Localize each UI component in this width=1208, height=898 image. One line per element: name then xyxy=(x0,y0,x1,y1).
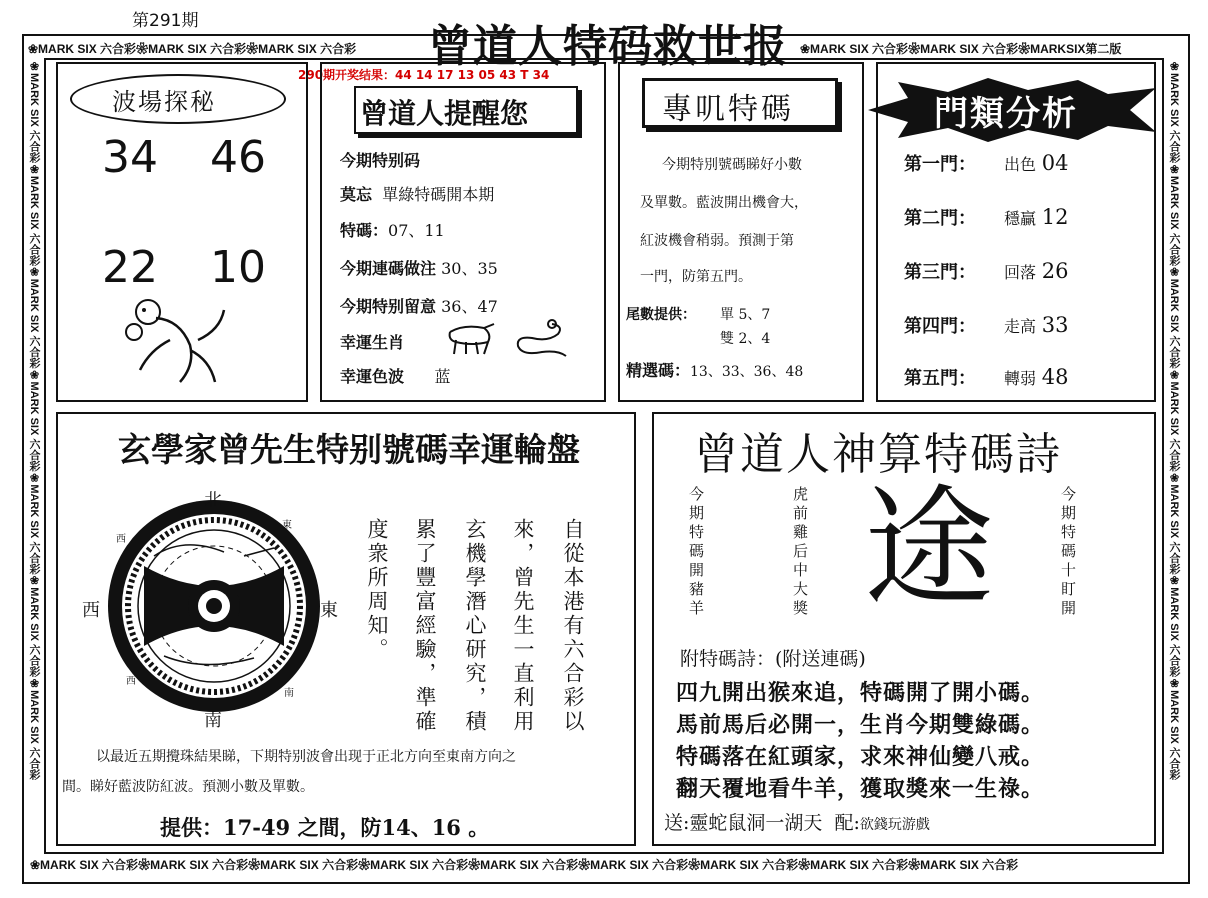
strip-unit: ❀MARK SIX 六合彩 xyxy=(1168,162,1180,266)
strip-unit: ❀MARK SIX 六合彩 xyxy=(800,42,909,56)
wave-number-1: 34 xyxy=(102,132,158,183)
remind-line-4: 今期連碼做注 30、35 xyxy=(340,259,498,278)
top-strip-right: ❀MARK SIX 六合彩❀MARK SIX 六合彩❀MARKSIX第二版 xyxy=(800,42,1122,56)
send-value: 靈蛇鼠洞一湖天 xyxy=(689,812,823,834)
remind-line-3: 特碼：07、11 xyxy=(340,221,445,240)
monkey-icon xyxy=(120,290,230,390)
wheel-text-col-3: 玄機學潛心研究，積 xyxy=(463,518,487,734)
dir-west: 西 xyxy=(82,600,100,621)
tail-single: 單 5、7 xyxy=(720,307,771,323)
remind-line-6: 幸運生肖 xyxy=(340,333,405,352)
strip-unit: ❀MARK SIX 六合彩 xyxy=(28,471,40,575)
strip-unit: ❀MARK SIX 六合彩 xyxy=(28,162,40,266)
left-strip xyxy=(26,60,42,854)
poem-send-row xyxy=(664,808,930,835)
strip-unit: ❀MARK SIX 六合彩 xyxy=(798,858,909,872)
wheel-text-col-1: 自從本港有六合彩以 xyxy=(561,518,585,734)
remind-title: 曾道人提醒您 xyxy=(360,97,529,130)
gate-row-2: 第二門： 穩贏 12 xyxy=(904,205,1069,229)
right-strip xyxy=(1166,60,1182,854)
poem-col-mid: 虎前雞后中大獎 xyxy=(791,486,809,619)
strip-unit: ❀MARK SIX 六合彩 xyxy=(1168,265,1180,369)
special-text-2: 及單數。藍波開出機會大， xyxy=(640,195,808,211)
page-title: 曾道人特码救世报 xyxy=(428,21,788,72)
strip-unit: ❀MARK SIX 六合彩 xyxy=(578,858,689,872)
dir-southwest: 西 xyxy=(126,676,136,687)
strip-unit: ❀MARK SIX 六合彩 xyxy=(1168,471,1180,575)
strip-unit: ❀MARK SIX 六合彩 xyxy=(1168,60,1180,163)
poem-big-char: 途 xyxy=(864,472,995,624)
issue-number: 第291期 xyxy=(132,11,199,31)
strip-unit: ❀MARK SIX 六合彩 xyxy=(28,574,40,678)
strip-unit: ❀MARK SIX 六合彩 xyxy=(1168,677,1180,780)
strip-unit: ❀MARK SIX 六合彩 xyxy=(138,858,249,872)
strip-unit: ❀MARK SIX 六合彩 xyxy=(28,42,137,56)
strip-unit: ❀MARK SIX 六合彩 xyxy=(358,858,469,872)
wheel-text-col-2: 來，曾先生一直利用 xyxy=(511,518,535,734)
special-title: 專叽特碼 xyxy=(662,92,794,127)
special-text-1: 今期特別號碼睇好小數 xyxy=(662,157,802,173)
strip-unit: ❀MARK SIX 六合彩 xyxy=(28,677,40,780)
bottom-strip xyxy=(30,856,1166,873)
remind-line-7: 幸運色波 蓝 xyxy=(340,367,451,386)
strip-unit: ❀MARK SIX 六合彩 xyxy=(468,858,579,872)
strip-unit: ❀MARK SIX 六合彩 xyxy=(30,858,139,872)
gate-row-5: 第五門： 轉弱 48 xyxy=(904,365,1069,389)
wheel-provide: 提供：17-49 之間，防14、16 。 xyxy=(160,815,490,840)
strip-unit: ❀MARK SIX 六合彩 xyxy=(248,858,359,872)
previous-result: 290期开奖结果：44 14 17 13 05 43 T 34 xyxy=(298,68,550,82)
wave-number-2: 46 xyxy=(210,132,266,183)
poem-col-right: 今期特碼十盯開 xyxy=(1059,486,1077,619)
special-text-3: 紅波機會稍弱。預測于第 xyxy=(640,233,794,249)
snake-icon xyxy=(508,316,570,360)
wheel-bottom-text-2: 間。睇好藍波防紅波。預测小數及單數。 xyxy=(62,779,314,795)
poem-title: 曾道人神算特碼詩 xyxy=(694,429,1062,480)
ox-icon xyxy=(444,318,498,358)
dir-east: 東 xyxy=(320,600,338,621)
strip-unit: ❀MARK SIX 六合彩 xyxy=(246,42,357,56)
pair-value: 欲錢玩游戲 xyxy=(859,817,930,833)
tail-double: 雙 2、4 xyxy=(720,331,771,347)
poem-col-left: 今期特碼開豬羊 xyxy=(687,486,705,619)
poem-line-2: 馬前馬后必開一，生肖今期雙綠碼。 xyxy=(676,712,1045,738)
poem-line-3: 特碼落在紅頭家，求來神仙變八戒。 xyxy=(676,744,1045,770)
special-text-4: 一門，防第五門。 xyxy=(640,269,752,285)
gate-title: 門類分析 xyxy=(934,94,1078,134)
strip-unit: ❀MARK SIX 六合彩 xyxy=(908,42,1019,56)
pick-row xyxy=(626,358,803,381)
dir-northeast: 東 xyxy=(282,520,292,531)
send-label: 送: xyxy=(664,812,690,834)
strip-unit: ❀MARK SIX 六合彩 xyxy=(136,42,247,56)
strip-unit: ❀MARK SIX 六合彩 xyxy=(28,368,40,472)
gate-row-1: 第一門： 出色 04 xyxy=(904,151,1069,175)
poem-line-4: 翻天覆地看牛羊，獲取獎來一生祿。 xyxy=(676,776,1045,802)
strip-unit: ❀MARK SIX 六合彩 xyxy=(28,265,40,369)
gate-row-4: 第四門： 走高 33 xyxy=(904,313,1069,337)
wheel-text-col-4: 累了豐富經驗，準確 xyxy=(413,518,437,734)
wave-title: 波場探秘 xyxy=(112,88,216,116)
dir-northwest: 西 xyxy=(116,534,126,545)
wheel-bottom-text-1: 以最近五期攪珠結果睇，下期特别波會出现于正北方向至東南方向之 xyxy=(96,749,516,765)
poem-attach: 附特碼詩：(附送連碼) xyxy=(680,648,866,670)
remind-line-1: 今期特别码 xyxy=(340,151,421,170)
pick-label: 精選碼： xyxy=(626,361,691,380)
strip-unit: ❀MARK SIX 六合彩 xyxy=(28,60,40,163)
poem-line-1: 四九開出猴來追，特碼開了開小碼。 xyxy=(676,680,1045,706)
dir-north: 北 xyxy=(204,490,222,511)
pair-label: 配: xyxy=(834,812,860,834)
strip-unit: ❀MARK SIX 六合彩 xyxy=(688,858,799,872)
strip-unit: ❀MARK SIX 六合彩 xyxy=(1168,368,1180,472)
dir-south: 南 xyxy=(204,710,222,731)
dir-southeast: 南 xyxy=(284,688,294,699)
wave-number-3: 22 xyxy=(102,242,158,293)
top-strip-left xyxy=(28,40,420,57)
gate-row-3: 第三門： 回落 26 xyxy=(904,259,1069,283)
wheel-text-col-5: 度衆所周知。 xyxy=(365,518,389,662)
remind-line-2: 莫忘 單綠特碼開本期 xyxy=(340,185,495,204)
remind-line-5: 今期特别留意 36、47 xyxy=(340,297,498,316)
strip-unit: ❀MARK SIX 六合彩 xyxy=(908,858,1019,872)
tail-label: 尾數提供： xyxy=(626,307,696,323)
pick-values: 13、33、36、48 xyxy=(690,364,804,380)
wave-number-4: 10 xyxy=(210,242,266,293)
wheel-title: 玄學家曾先生特别號碼幸運輪盤 xyxy=(118,430,580,469)
strip-unit: ❀MARK SIX 六合彩 xyxy=(1168,574,1180,678)
